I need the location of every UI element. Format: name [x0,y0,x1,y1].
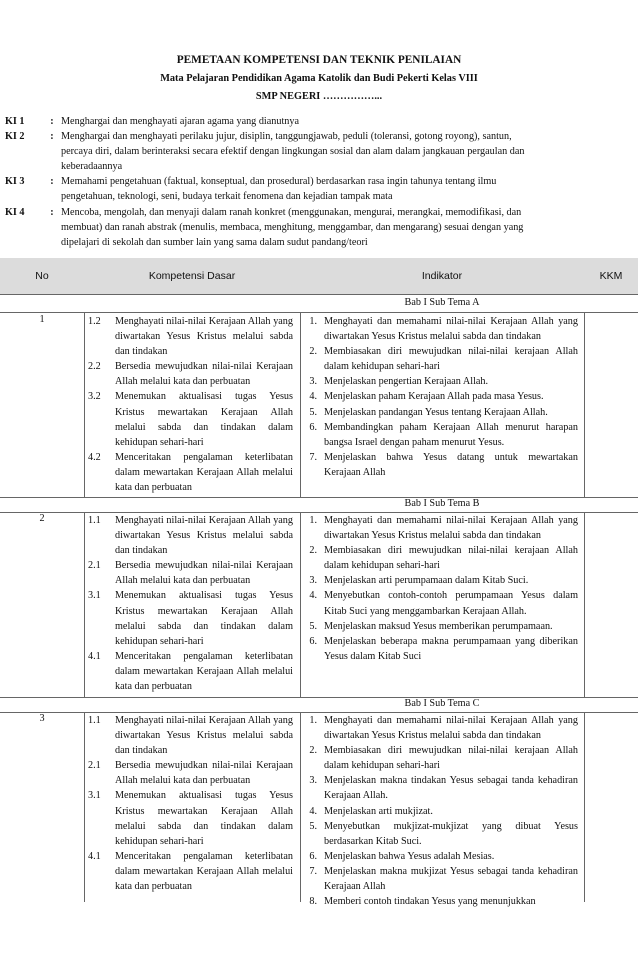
indikator-number: 2. [309,745,317,757]
subtema-label: Bab I Sub Tema B [404,498,480,509]
table-rule [300,312,301,497]
kd-number: 4.2 [88,451,101,463]
kd-number: 1.2 [88,316,101,327]
kompetensi-dasar-list [88,513,293,694]
kd-number: 3.1 [88,590,101,602]
indikator-item [302,819,578,849]
indikator-text: Membiasakan diri mewujudkan nilai-nilai kerajaan Allah dalam kehidupan sehari-hari [324,545,578,572]
indikator-item [302,864,578,894]
kd-text: Menemukan aktualisasi tugas Yesus Kristus mewartakan Kerajaan Allah melalui sabda dan tindakan dalam kehidupan sehari-hari [115,391,293,448]
ki-text: Menghargai dan menghayati perilaku jujur, disiplin, tanggungjawab, peduli (toleransi, gotong royong), santun, percaya diri, dalam berinteraksi secara efektif dengan lingkungan sosial dan alam dalam jangkauan pergaulan dan keberadaannya [61,131,525,173]
indikator-item [302,573,578,588]
kd-number: 4.1 [88,850,101,862]
indikator-number: 7. [309,865,317,877]
header-no: No [35,270,49,282]
indikator-text: Menjelaskan pengertian Kerajaan Allah. [324,376,489,388]
kd-text: Menghayati nilai-nilai Kerajaan Allah yang diwartakan Yesus Kristus melalui sabda dan tindakan [115,715,293,757]
indikator-item [302,588,578,618]
indikator-number: 1. [309,316,317,327]
row-number: 2 [39,513,45,524]
indikator-item [302,713,578,743]
indikator-number: 2. [309,346,317,358]
ki-colon: : [50,176,54,188]
table-rule [84,312,85,497]
kd-text: Menghayati nilai-nilai Kerajaan Allah yang diwartakan Yesus Kristus melalui sabda dan tindakan [115,515,293,557]
indikator-text: Menjelaskan arti mukjizat. [324,805,433,817]
indikator-number: 6. [309,850,317,862]
indikator-item [302,743,578,773]
indikator-text: Menjelaskan bahwa Yesus adalah Mesias. [324,850,495,862]
kd-item [88,588,293,648]
indikator-number: 4. [309,590,317,602]
indikator-item [302,543,578,573]
indikator-item [302,314,578,344]
indikator-number: 1. [309,515,317,526]
kd-item [88,713,293,758]
kd-item [88,450,293,495]
indikator-list [302,314,578,480]
table-rule [0,294,638,295]
ki-text: Menghargai dan menghayati ajaran agama yang dianutnya [61,116,299,127]
indikator-item [302,420,578,450]
ki-code: KI 4 [5,206,25,218]
indikator-number: 8. [309,896,317,908]
indikator-item [302,389,578,404]
indikator-list [302,513,578,664]
ki-code: KI 3 [5,176,25,188]
row-number: 1 [39,314,45,325]
ki-code: KI 1 [5,116,25,127]
indikator-text: Menyebutkan contoh-contoh perumpamaan Yesus dalam Kitab Suci yang menggambarkan Kerajaan Allah. [324,590,578,617]
kd-text: Menghayati nilai-nilai Kerajaan Allah yang diwartakan Yesus Kristus melalui sabda dan tindakan [115,316,293,358]
indikator-text: Memberi contoh tindakan Yesus yang menunjukkan [324,896,536,908]
kd-number: 1.1 [88,515,101,526]
indikator-number: 6. [309,421,317,433]
indikator-item [302,374,578,389]
table-rule [300,712,301,902]
indikator-number: 7. [309,451,317,463]
indikator-number: 4. [309,805,317,817]
table-rule [300,512,301,697]
kd-text: Menemukan aktualisasi tugas Yesus Kristus mewartakan Kerajaan Allah melalui sabda dan tindakan dalam kehidupan sehari-hari [115,790,293,847]
indikator-number: 3. [309,775,317,787]
kd-number: 3.2 [88,391,101,403]
document-title: PEMETAAN KOMPETENSI DAN TEKNIK PENILAIAN [176,54,462,66]
indikator-number: 5. [309,820,317,832]
kd-number: 2.1 [88,560,101,572]
kd-item [88,314,293,359]
document-subtitle: Mata Pelajaran Pendidikan Agama Katolik dan Budi Pekerti Kelas VIII [160,73,478,84]
indikator-item [302,344,578,374]
table-rule [84,512,85,697]
ki-text: Mencoba, mengolah, dan menyaji dalam ranah konkret (menggunakan, mengurai, merangkai, memodifikasi, dan membuat) dan ranah abstrak (menulis, membaca, menghitung, menggambar, dan mengarang) sesuai dengan yang dipelajari di sekolah dan sumber lain yang sama dalam sudut pandang/teori [61,206,524,248]
row-number: 3 [39,713,45,724]
indikator-number: 5. [309,406,317,418]
indikator-number: 5. [309,620,317,632]
subtema-label: Bab I Sub Tema C [404,698,480,709]
indikator-text: Menyebutkan mukjizat-mukjizat yang dibuat Yesus berdasarkan Kitab Suci. [324,820,578,847]
indikator-item [302,894,578,909]
ki-colon: : [50,206,54,218]
indikator-item [302,450,578,480]
kd-number: 4.1 [88,650,101,662]
ki-colon: : [50,116,54,127]
kd-text: Menceritakan pengalaman keterlibatan dalam mewartakan Kerajaan Allah melalui kata dan perbuatan [115,850,293,893]
indikator-text: Menghayati dan memahami nilai-nilai Kerajaan Allah yang diwartakan Yesus Kristus melalui sabda dan tindakan [324,515,578,542]
kompetensi-dasar-list [88,713,293,894]
subtema-label: Bab I Sub Tema A [404,297,480,308]
kd-item [88,558,293,588]
ki-colon: : [50,131,54,143]
indikator-item [302,619,578,634]
indikator-text: Menjelaskan bahwa Yesus datang untuk mewartakan Kerajaan Allah [324,451,578,478]
kd-item [88,758,293,788]
indikator-text: Menjelaskan beberapa makna perumpamaan yang diberikan Yesus dalam Kitab Suci [324,635,578,662]
indikator-number: 2. [309,545,317,557]
indikator-item [302,405,578,420]
indikator-text: Menghayati dan memahami nilai-nilai Kerajaan Allah yang diwartakan Yesus Kristus melalui sabda dan tindakan [324,715,578,742]
kd-text: Bersedia mewujudkan nilai-nilai Kerajaan Allah melalui kata dan perbuatan [115,760,293,787]
header-indikator: Indikator [421,270,463,282]
kd-text: Bersedia mewujudkan nilai-nilai Kerajaan Allah melalui kata dan perbuatan [115,361,293,388]
table-rule [84,712,85,902]
indikator-number: 3. [309,376,317,388]
indikator-item [302,634,578,664]
indikator-text: Menghayati dan memahami nilai-nilai Kerajaan Allah yang diwartakan Yesus Kristus melalui sabda dan tindakan [324,316,578,343]
header-kkm: KKM [599,270,623,282]
indikator-number: 6. [309,635,317,647]
indikator-text: Menjelaskan paham Kerajaan Allah pada masa Yesus. [324,391,544,403]
school-name: SMP NEGERI ……………... [255,91,383,102]
kd-item [88,359,293,389]
indikator-list [302,713,578,909]
indikator-text: Menjelaskan arti perumpamaan dalam Kitab Suci. [324,575,529,587]
kd-text: Menemukan aktualisasi tugas Yesus Kristus mewartakan Kerajaan Allah melalui sabda dan tindakan dalam kehidupan sehari-hari [115,590,293,647]
kd-text: Menceritakan pengalaman keterlibatan dalam mewartakan Kerajaan Allah melalui kata dan perbuatan [115,451,293,494]
indikator-item [302,513,578,543]
kd-item [88,649,293,694]
indikator-text: Membandingkan paham Kerajaan Allah menurut harapan bangsa Israel dengan paham menurut Yesus. [324,421,578,448]
kd-number: 2.2 [88,361,101,373]
kd-item [88,513,293,558]
indikator-number: 1. [309,715,317,726]
table-rule [584,712,585,902]
kd-text: Menceritakan pengalaman keterlibatan dalam mewartakan Kerajaan Allah melalui kata dan perbuatan [115,650,293,693]
kd-text: Bersedia mewujudkan nilai-nilai Kerajaan Allah melalui kata dan perbuatan [115,560,293,587]
indikator-item [302,773,578,803]
ki-code: KI 2 [5,131,25,143]
kd-item [88,849,293,894]
table-rule [0,312,638,313]
kompetensi-dasar-list [88,314,293,495]
indikator-text: Menjelaskan pandangan Yesus tentang Kerajaan Allah. [324,406,548,418]
indikator-text: Membiasakan diri mewujudkan nilai-nilai kerajaan Allah dalam kehidupan sehari-hari [324,346,578,373]
indikator-item [302,849,578,864]
indikator-text: Menjelaskan maksud Yesus memberikan perumpamaan. [324,620,553,632]
header-kompetensi-dasar: Kompetensi Dasar [148,270,236,282]
indikator-number: 3. [309,575,317,587]
ki-text: Memahami pengetahuan (faktual, konseptual, dan prosedural) berdasarkan rasa ingin tahunya tentang ilmu pengetahuan, teknologi, seni, budaya terkait fenomena dan kejadian tampak mata [61,176,497,203]
indikator-text: Menjelaskan makna mukjizat Yesus sebagai tanda kehadiran Kerajaan Allah [324,865,578,893]
kd-number: 1.1 [88,715,101,726]
table-rule [584,512,585,697]
indikator-text: Membiasakan diri mewujudkan nilai-nilai kerajaan Allah dalam kehidupan sehari-hari [324,745,578,772]
table-rule [584,312,585,497]
indikator-number: 4. [309,391,317,403]
kd-number: 3.1 [88,790,101,802]
kd-item [88,788,293,848]
indikator-item [302,804,578,819]
indikator-text: Menjelaskan makna tindakan Yesus sebagai tanda kehadiran Kerajaan Allah. [324,775,578,802]
kd-item [88,389,293,449]
kd-number: 2.1 [88,760,101,772]
